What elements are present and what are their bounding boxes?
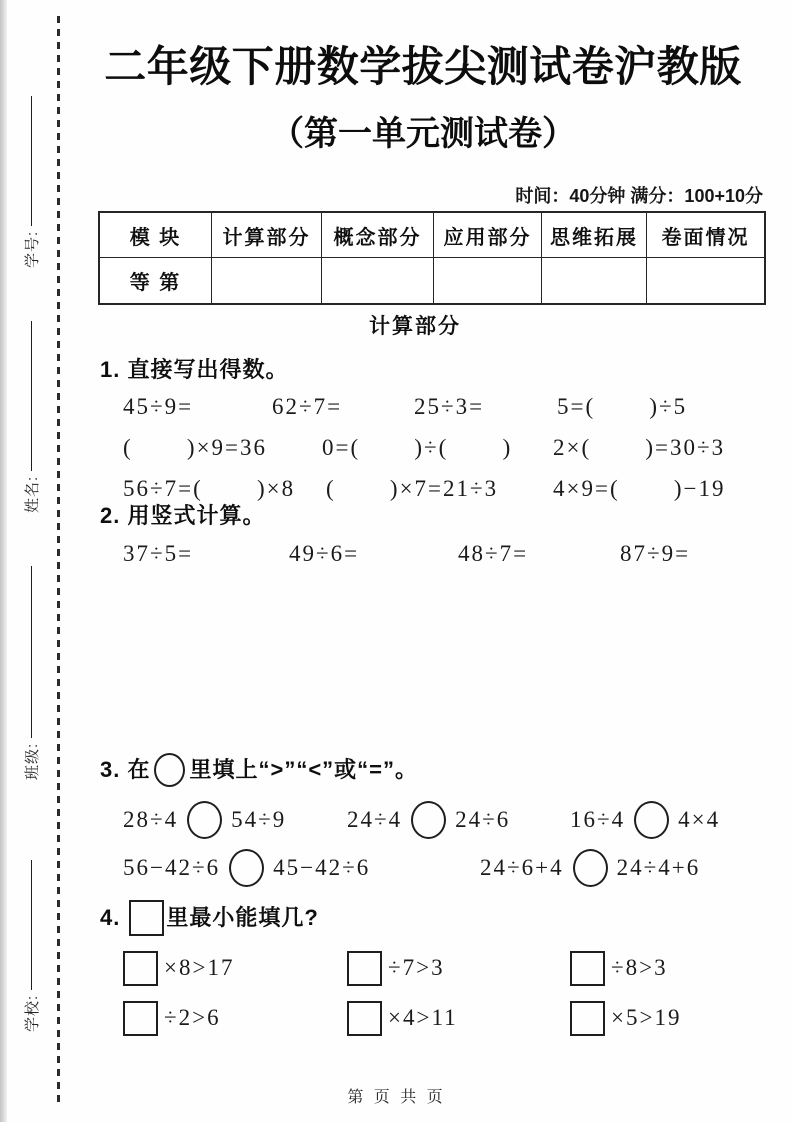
q3-left-expression: 56−42÷6 — [123, 855, 221, 880]
score-cell-empty — [212, 258, 322, 303]
margin-field-name — [20, 321, 42, 513]
q1-expression: 5=( )÷5 — [557, 394, 688, 419]
score-cell-empty — [542, 258, 647, 303]
q1-expression: 45÷9= — [123, 394, 194, 419]
q4-expression: ×5>19 — [611, 1005, 682, 1030]
q4-expression: ÷8>3 — [611, 955, 668, 980]
class-label: 班级: — [23, 742, 41, 780]
school-blank-line — [31, 860, 32, 990]
q1-heading: 1. 直接写出得数。 — [100, 357, 289, 382]
q4-expression: ×8>17 — [164, 955, 235, 980]
fill-in-box — [123, 951, 158, 986]
q1-expression: ( )×9=36 — [123, 435, 268, 460]
comparison-circle — [229, 849, 264, 887]
exam-meta: 时间：40分钟 满分：100+10分 — [515, 186, 763, 206]
q2-expression: 49÷6= — [289, 541, 360, 566]
score-header-thinking: 思维拓展 — [542, 213, 647, 258]
fill-in-box — [570, 951, 605, 986]
q4-heading-pre: 4. — [100, 905, 121, 930]
comparison-circle — [573, 849, 608, 887]
q4-expression: ×4>11 — [388, 1005, 458, 1030]
fill-in-box — [347, 1001, 382, 1036]
q3-left-expression: 28÷4 — [123, 807, 179, 832]
score-cell-empty — [322, 258, 434, 303]
score-header-neatness: 卷面情况 — [647, 213, 764, 258]
q4-fill-item — [347, 998, 458, 1038]
q1-expression: 62÷7= — [272, 394, 343, 419]
q1-expression: 25÷3= — [414, 394, 485, 419]
page-title: 二年级下册数学拔尖测试卷沪教版 — [104, 43, 742, 90]
q2-expression: 87÷9= — [620, 541, 691, 566]
q3-comparison-item — [123, 848, 370, 888]
q3-left-expression: 24÷4 — [347, 807, 403, 832]
q4-fill-item — [570, 998, 681, 1038]
q1-expression: 56÷7=( )×8 — [123, 476, 296, 501]
q3-heading-pre: 3. 在 — [100, 757, 151, 782]
score-cell-empty — [647, 258, 764, 303]
q1-expression: 4×9=( )−19 — [553, 476, 726, 501]
q4-expression: ÷7>3 — [388, 955, 445, 980]
margin-field-class — [20, 566, 42, 780]
comparison-circle — [411, 801, 446, 839]
name-label: 姓名: — [23, 475, 41, 513]
binding-dashed-line — [57, 16, 60, 1108]
name-blank-line — [31, 321, 32, 471]
score-header-concept: 概念部分 — [322, 213, 434, 258]
score-row-grade-label: 等 第 — [100, 258, 212, 303]
q4-heading — [100, 896, 319, 940]
class-blank-line — [31, 566, 32, 738]
fill-in-box — [123, 1001, 158, 1036]
q3-right-expression: 54÷9 — [231, 807, 287, 832]
margin-field-school — [20, 860, 42, 1032]
score-header-application: 应用部分 — [434, 213, 542, 258]
q3-comparison-item — [347, 800, 510, 840]
q2-heading: 2. 用竖式计算。 — [100, 503, 266, 528]
comparison-circle — [187, 801, 222, 839]
score-cell-empty — [434, 258, 542, 303]
q1-expression: 0=( )÷( ) — [322, 435, 513, 460]
student-id-blank-line — [31, 96, 32, 226]
q3-comparison-item — [123, 800, 286, 840]
q4-fill-item — [570, 948, 668, 988]
q4-expression: ÷2>6 — [164, 1005, 221, 1030]
q3-heading-post: 里填上“>”“<”或“=”。 — [189, 757, 419, 782]
comparison-circle — [634, 801, 669, 839]
school-label: 学校: — [23, 994, 41, 1032]
student-id-label: 学号: — [23, 230, 41, 268]
scan-edge — [0, 0, 7, 1122]
q3-heading — [100, 748, 418, 792]
page-subtitle: （第一单元测试卷） — [270, 115, 576, 153]
q3-heading-circle — [154, 753, 185, 787]
q3-left-expression: 24÷6+4 — [480, 855, 564, 880]
q3-left-expression: 16÷4 — [570, 807, 626, 832]
q3-comparison-item — [570, 800, 720, 840]
q4-heading-post: 里最小能填几? — [166, 905, 319, 930]
q3-right-expression: 24÷4+6 — [616, 855, 701, 880]
q3-right-expression: 4×4 — [678, 807, 721, 832]
score-table — [98, 211, 766, 305]
score-header-calculation: 计算部分 — [212, 213, 322, 258]
q3-right-expression: 24÷6 — [455, 807, 511, 832]
q4-fill-item — [347, 948, 445, 988]
q3-right-expression: 45−42÷6 — [273, 855, 371, 880]
fill-in-box — [347, 951, 382, 986]
q2-expression: 37÷5= — [123, 541, 194, 566]
q4-fill-item — [123, 948, 234, 988]
q3-comparison-item — [480, 848, 700, 888]
page-footer: 第 页 共 页 — [347, 1089, 446, 1106]
q4-heading-box — [129, 900, 164, 936]
q1-expression: 2×( )=30÷3 — [553, 435, 726, 460]
q2-expression: 48÷7= — [458, 541, 529, 566]
score-header-module: 模 块 — [100, 213, 212, 258]
section-title: 计算部分 — [369, 315, 461, 338]
fill-in-box — [570, 1001, 605, 1036]
q4-fill-item — [123, 998, 221, 1038]
q1-expression: ( )×7=21÷3 — [326, 476, 499, 501]
margin-field-student-id — [20, 96, 42, 268]
